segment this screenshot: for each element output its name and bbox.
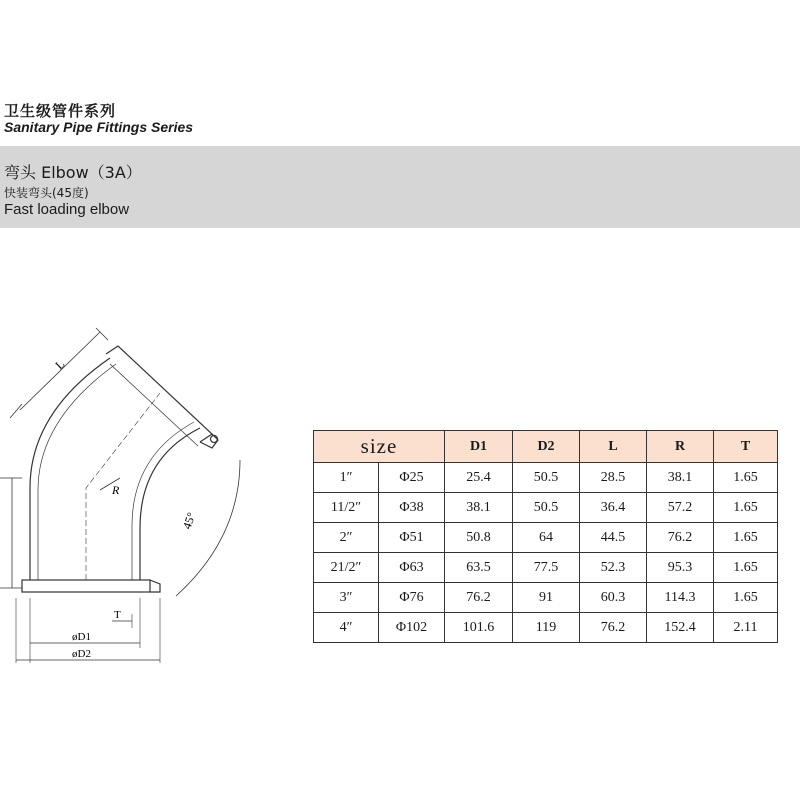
- cell-size-mm: Φ63: [379, 553, 445, 583]
- cell-size-mm: Φ76: [379, 583, 445, 613]
- header-d1: D1: [445, 431, 513, 463]
- cell-r: 38.1: [647, 463, 714, 493]
- cell-l: 52.3: [580, 553, 647, 583]
- cell-d1: 101.6: [445, 613, 513, 643]
- cell-size-mm: Φ25: [379, 463, 445, 493]
- cell-l: 76.2: [580, 613, 647, 643]
- cell-size-inch: 11/2″: [314, 493, 379, 523]
- cell-size-inch: 1″: [314, 463, 379, 493]
- cell-t: 1.65: [714, 523, 778, 553]
- cell-d1: 25.4: [445, 463, 513, 493]
- label-d1: øD1: [72, 631, 91, 643]
- cell-d2: 64: [513, 523, 580, 553]
- cell-size-mm: Φ102: [379, 613, 445, 643]
- product-title: 弯头 Elbow（3A）: [4, 163, 142, 182]
- cell-t: 1.65: [714, 463, 778, 493]
- cell-t: 2.11: [714, 613, 778, 643]
- cell-l: 44.5: [580, 523, 647, 553]
- cell-d2: 91: [513, 583, 580, 613]
- cell-r: 152.4: [647, 613, 714, 643]
- cell-size-inch: 2″: [314, 523, 379, 553]
- series-title-english: Sanitary Pipe Fittings Series: [4, 119, 194, 135]
- series-title-chinese: 卫生级管件系列: [4, 102, 117, 120]
- label-t: T: [114, 609, 121, 621]
- cell-t: 1.65: [714, 493, 778, 523]
- bottom-ferrule: [22, 580, 150, 592]
- label-d2: øD2: [72, 648, 91, 660]
- cell-t: 1.65: [714, 583, 778, 613]
- cell-r: 57.2: [647, 493, 714, 523]
- cell-l: 28.5: [580, 463, 647, 493]
- cell-d2: 119: [513, 613, 580, 643]
- elbow-technical-drawing: [0, 318, 300, 678]
- header-size: size: [314, 431, 445, 463]
- cell-r: 95.3: [647, 553, 714, 583]
- product-subtitle-chinese: 快装弯头(45度): [4, 186, 89, 200]
- product-subtitle-english: Fast loading elbow: [4, 201, 130, 218]
- cell-d2: 50.5: [513, 463, 580, 493]
- cell-l: 60.3: [580, 583, 647, 613]
- header-l: L: [580, 431, 647, 463]
- label-r: R: [112, 483, 120, 497]
- header-t: T: [714, 431, 778, 463]
- cell-size-mm: Φ51: [379, 523, 445, 553]
- cell-d2: 50.5: [513, 493, 580, 523]
- cell-size-inch: 21/2″: [314, 553, 379, 583]
- specification-table: [313, 430, 778, 643]
- table-row: [314, 463, 778, 493]
- cell-d2: 77.5: [513, 553, 580, 583]
- table-row: [314, 493, 778, 523]
- cell-l: 36.4: [580, 493, 647, 523]
- cell-d1: 63.5: [445, 553, 513, 583]
- cell-size-mm: Φ38: [379, 493, 445, 523]
- table-header-row: [314, 431, 778, 463]
- header-d2: D2: [513, 431, 580, 463]
- cell-size-inch: 3″: [314, 583, 379, 613]
- inner-wall: [140, 428, 200, 580]
- header-r: R: [647, 431, 714, 463]
- cell-d1: 50.8: [445, 523, 513, 553]
- cell-size-inch: 4″: [314, 613, 379, 643]
- cell-d1: 38.1: [445, 493, 513, 523]
- inner-bore: [132, 422, 194, 580]
- cell-t: 1.65: [714, 553, 778, 583]
- table-row: [314, 583, 778, 613]
- cell-r: 114.3: [647, 583, 714, 613]
- cell-r: 76.2: [647, 523, 714, 553]
- cell-d1: 76.2: [445, 583, 513, 613]
- outer-bore: [38, 364, 116, 580]
- table-row: [314, 523, 778, 553]
- table-row: [314, 613, 778, 643]
- table-row: [314, 553, 778, 583]
- outer-wall: [30, 358, 110, 580]
- label-angle: 45°: [179, 510, 199, 532]
- label-l: L: [52, 356, 68, 373]
- product-banner: [0, 146, 800, 228]
